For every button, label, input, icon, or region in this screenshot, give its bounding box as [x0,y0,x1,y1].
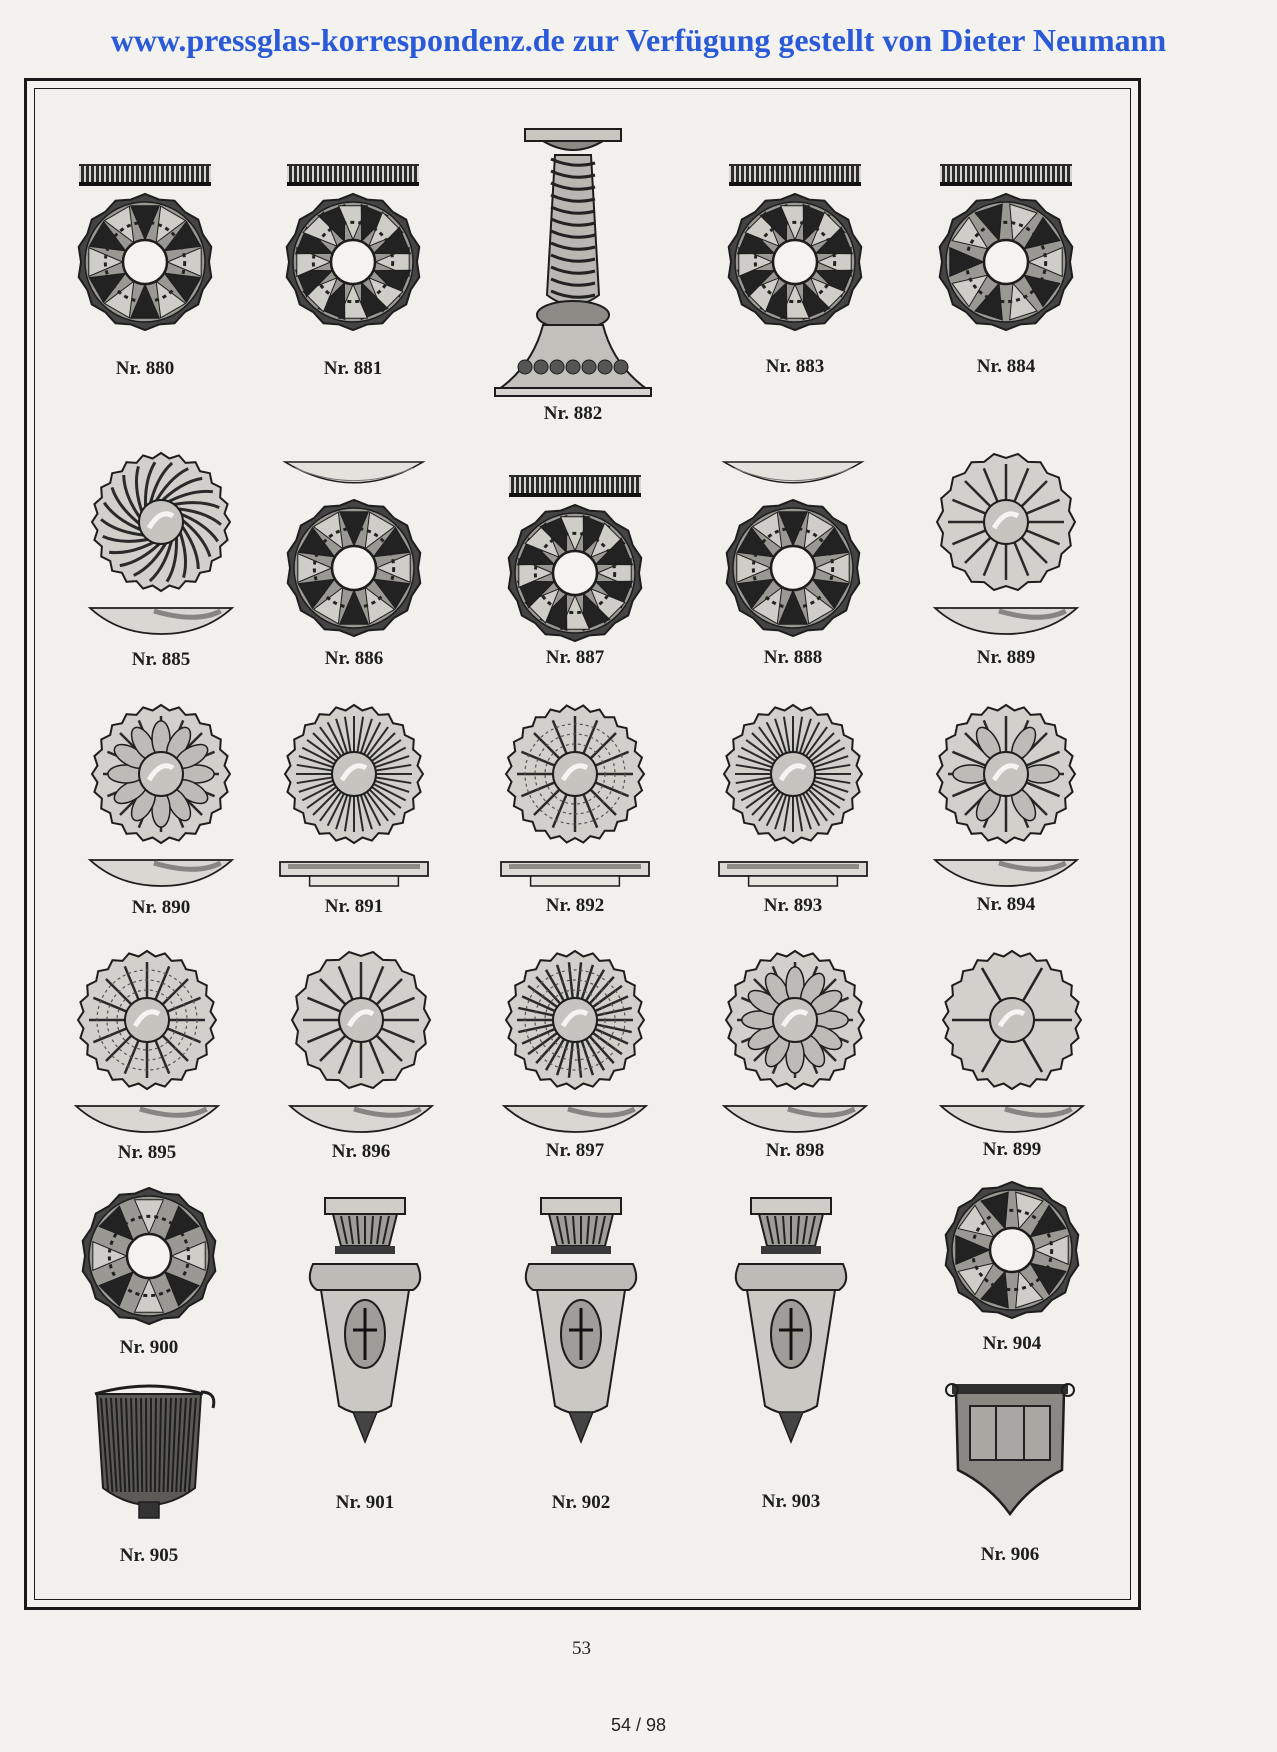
item-number-label: Nr. 889 [976,647,1036,668]
item-number-label: Nr. 882 [543,403,603,424]
item-number-label: Nr. 896 [331,1141,391,1162]
item-number-label: Nr. 900 [119,1337,179,1358]
item-number-label: Nr. 892 [545,895,605,916]
item-number-label: Nr. 904 [982,1333,1042,1354]
item-number-label: Nr. 884 [976,356,1036,377]
item-number-label: Nr. 888 [763,647,823,668]
item-number-label: Nr. 893 [763,895,823,916]
item-number-label: Nr. 891 [324,896,384,917]
item-number-label: Nr. 905 [119,1545,179,1566]
item-number-label: Nr. 886 [324,648,384,669]
item-number-label: Nr. 887 [545,647,605,668]
item-number-label: Nr. 899 [982,1139,1042,1160]
source-link-header[interactable]: www.pressglas-korrespondenz.de zur Verfügung gestellt von Dieter Neumann [110,22,1167,58]
item-number-label: Nr. 881 [323,358,383,379]
catalog-frame-inner [34,88,1131,1600]
item-number-label: Nr. 885 [131,649,191,670]
item-number-label: Nr. 880 [115,358,175,379]
item-number-label: Nr. 897 [545,1140,605,1161]
item-number-label: Nr. 894 [976,894,1036,915]
item-number-label: Nr. 898 [765,1140,825,1161]
item-number-label: Nr. 890 [131,897,191,918]
item-number-label: Nr. 883 [765,356,825,377]
item-number-label: Nr. 902 [551,1492,611,1513]
item-number-label: Nr. 903 [761,1491,821,1512]
viewer-page-indicator: 54 / 98 [610,1715,667,1735]
item-number-label: Nr. 906 [980,1544,1040,1565]
item-number-label: Nr. 901 [335,1492,395,1513]
item-number-label: Nr. 895 [117,1142,177,1163]
page-number: 53 [572,1638,591,1659]
